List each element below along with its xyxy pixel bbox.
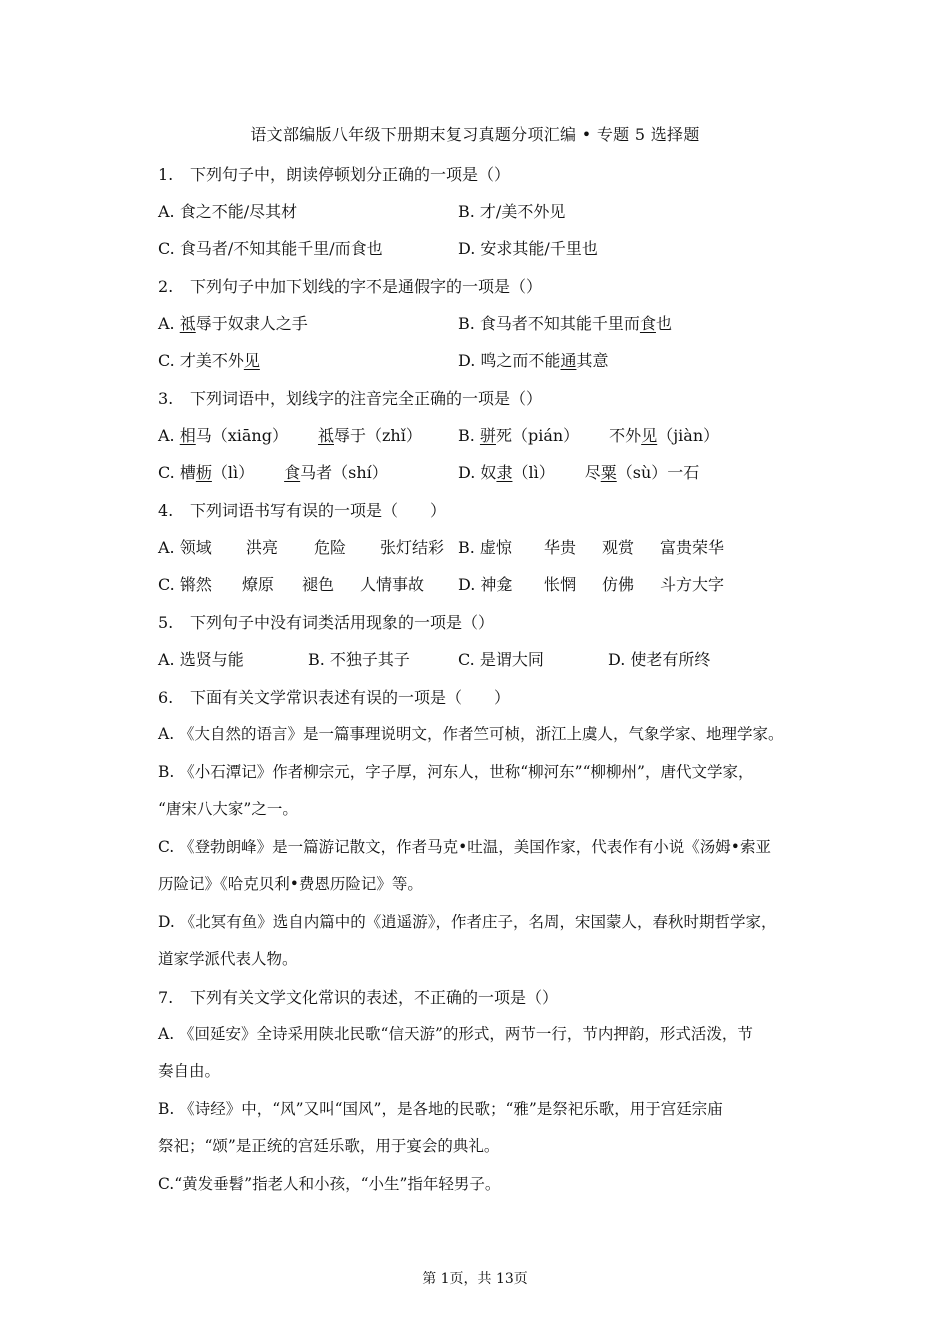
question-7-stem: 7. 下列有关文学文化常识的表述，不正确的一项是（） <box>158 988 559 1007</box>
q1-option-a: A. 食之不能/尽其材 <box>158 202 298 221</box>
q6-option-b-cont: “唐宋八大家”之一。 <box>158 800 298 818</box>
q5-option-d: D. 使老有所终 <box>608 650 711 669</box>
question-5-stem: 5. 下列句子中没有词类活用现象的一项是（） <box>158 613 495 632</box>
question-6-stem: 6. 下面有关文学常识表述有误的一项是（ ） <box>158 688 511 707</box>
q6-option-a: A. 《大自然的语言》是一篇事理说明文，作者竺可桢，浙江上虞人，气象学家、地理学家。 <box>158 725 784 743</box>
q7-option-b: B. 《诗经》中，“风”又叫“国风”，是各地的民歌；“雅”是祭祀乐歌，用于宫廷宗庙 <box>158 1100 723 1118</box>
q1-option-b: B. 才/美不外见 <box>458 202 566 221</box>
q3-option-b: B. 骈死（pián） 不外见（jiàn） <box>458 426 720 445</box>
q4-option-d: D. 神龛 怅惘 仿佛 斗方大字 <box>458 575 725 594</box>
q1-option-d: D. 安求其能/千里也 <box>458 239 598 258</box>
q5-option-a: A. 选贤与能 <box>158 650 244 669</box>
q6-option-d: D. 《北冥有鱼》选自内篇中的《逍遥游》，作者庄子，名周，宋国蒙人，春秋时期哲学家， <box>158 913 777 931</box>
q2-option-c: C. 才美不外见 <box>158 351 260 370</box>
q5-option-c: C. 是谓大同 <box>458 650 544 669</box>
document-title: 语文部编版八年级下册期末复习真题分项汇编 • 专题 5 选择题 <box>250 125 700 144</box>
q2-option-a: A. 祗辱于奴隶人之手 <box>158 314 308 333</box>
q6-option-b: B. 《小石潭记》作者柳宗元，字子厚，河东人，世称“柳河东”“柳柳州”，唐代文学家， <box>158 763 754 781</box>
q3-option-d: D. 奴隶（lì） 尽粟（sù）一石 <box>458 463 700 482</box>
q4-option-a: A. 领域 洪亮 危险 张灯结彩 <box>158 538 445 557</box>
q3-option-a: A. 相马（xiāng） 祗辱于（zhǐ） <box>158 426 422 445</box>
q1-option-c: C. 食马者/不知其能千里/而食也 <box>158 239 383 258</box>
q7-option-c: C.“黄发垂髫”指老人和小孩，“小生”指年轻男子。 <box>158 1175 501 1193</box>
question-3-stem: 3. 下列词语中，划线字的注音完全正确的一项是（） <box>158 389 543 408</box>
q2-option-d: D. 鸣之而不能通其意 <box>458 351 609 370</box>
q4-option-c: C. 锵然 燎原 褪色 人情事故 <box>158 575 425 594</box>
q7-option-a: A. 《回延安》全诗采用陕北民歌“信天游”的形式，两节一行，节内押韵，形式活泼，节 <box>158 1025 753 1043</box>
question-1-stem: 1. 下列句子中，朗读停顿划分正确的一项是（） <box>158 165 511 184</box>
q7-option-b-cont: 祭祀；“颂”是正统的宫廷乐歌，用于宴会的典礼。 <box>158 1137 500 1155</box>
q5-option-b: B. 不独子其子 <box>308 650 410 669</box>
q6-option-c-cont: 历险记》《哈克贝利•费恩历险记》等。 <box>158 875 423 893</box>
page-footer: 第 1页，共 13页 <box>422 1271 528 1287</box>
q2-option-b: B. 食马者不知其能千里而食也 <box>458 314 672 333</box>
q7-option-a-cont: 奏自由。 <box>158 1062 221 1080</box>
q4-option-b: B. 虚惊 华贵 观赏 富贵荣华 <box>458 538 725 557</box>
question-4-stem: 4. 下列词语书写有误的一项是（ ） <box>158 501 447 520</box>
q6-option-c: C. 《登勃朗峰》是一篇游记散文，作者马克•吐温，美国作家，代表作有小说《汤姆•索亚 <box>158 838 771 856</box>
question-2-stem: 2. 下列句子中加下划线的字不是通假字的一项是（） <box>158 277 543 296</box>
q3-option-c: C. 槽枥（lì） 食马者（shí） <box>158 463 388 482</box>
q6-option-d-cont: 道家学派代表人物。 <box>158 950 298 968</box>
